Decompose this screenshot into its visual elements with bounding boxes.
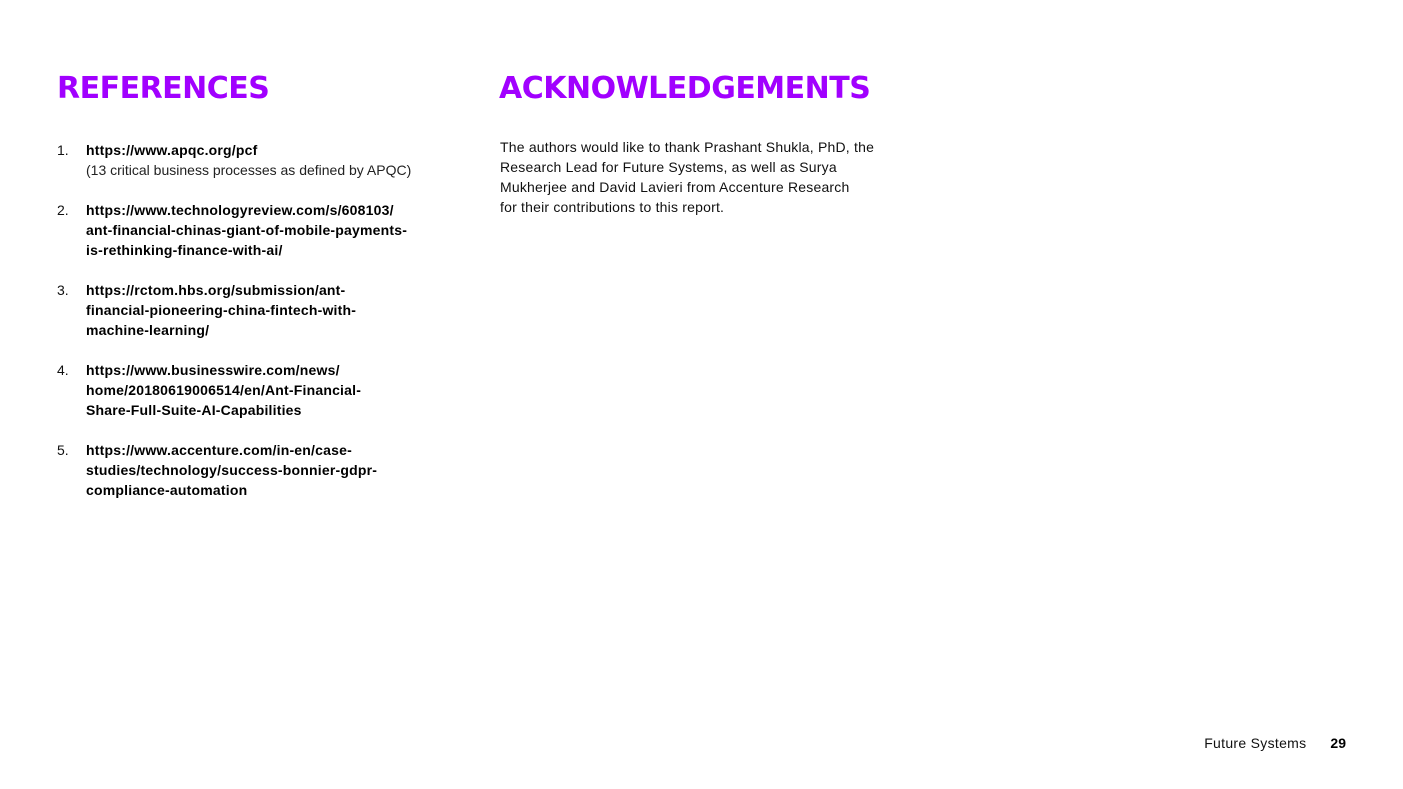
reference-note: (13 critical business processes as defined by APQC) xyxy=(86,162,412,178)
reference-number: 1. xyxy=(57,142,69,158)
reference-item xyxy=(57,280,467,340)
acknowledgements-heading: ACKNOWLEDGEMENTS xyxy=(499,71,871,106)
reference-number: 4. xyxy=(57,362,69,378)
page-number: 29 xyxy=(1330,735,1346,751)
reference-link[interactable]: https://www.technologyreview.com/s/608103/ ant-financial-chinas-giant-of-mobile-payments- is-rethinking-finance-with-ai/ xyxy=(86,202,408,258)
footer-title: Future Systems xyxy=(1204,735,1307,751)
reference-number: 5. xyxy=(57,442,69,458)
reference-link[interactable]: https://www.accenture.com/in-en/case- studies/technology/success-bonnier-gdpr- compliance-automation xyxy=(86,442,378,498)
acknowledgements-body: The authors would like to thank Prashant Shukla, PhD, the Research Lead for Future Systems, as well as Surya Mukherjee and David Lavieri from Accenture Research for their contributions to this report. xyxy=(500,139,875,215)
references-list xyxy=(57,140,467,520)
reference-number: 3. xyxy=(57,282,69,298)
reference-item xyxy=(57,360,467,420)
reference-item xyxy=(57,440,467,500)
references-heading: REFERENCES xyxy=(57,71,270,106)
reference-link[interactable]: https://www.apqc.org/pcf xyxy=(86,142,258,158)
reference-link[interactable]: https://www.businesswire.com/news/ home/20180619006514/en/Ant-Financial- Share-Full-Suite-AI-Capabilities xyxy=(86,362,362,418)
reference-item xyxy=(57,200,467,260)
reference-number: 2. xyxy=(57,202,69,218)
page-footer xyxy=(1204,735,1346,751)
reference-item xyxy=(57,140,467,180)
reference-link[interactable]: https://rctom.hbs.org/submission/ant- financial-pioneering-china-fintech-with- machine-learning/ xyxy=(86,282,357,338)
